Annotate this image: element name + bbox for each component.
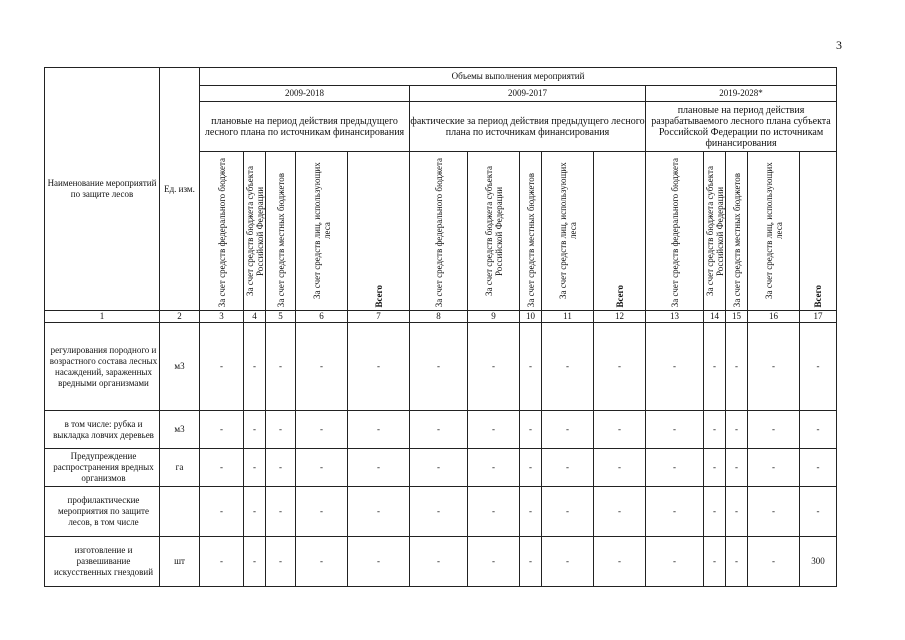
col-header-users: За счет средств лиц, использующих леса xyxy=(748,152,800,311)
column-number: 3 xyxy=(200,311,244,323)
value-cell: - xyxy=(800,487,837,537)
value-cell: - xyxy=(468,411,520,449)
value-cell: - xyxy=(266,323,296,411)
value-cell: - xyxy=(200,487,244,537)
value-cell: - xyxy=(520,487,542,537)
value-cell: - xyxy=(468,449,520,487)
value-cell: - xyxy=(266,449,296,487)
value-cell: - xyxy=(244,323,266,411)
value-cell: - xyxy=(726,411,748,449)
value-cell: - xyxy=(646,449,704,487)
value-cell: - xyxy=(348,449,410,487)
value-cell: - xyxy=(244,487,266,537)
column-number: 11 xyxy=(542,311,594,323)
table-row xyxy=(45,411,837,449)
value-cell: - xyxy=(748,323,800,411)
col-header-local: За счет средств местных бюджетов xyxy=(266,152,296,311)
activity-name: изготовление и развешивание искусственных гнездовий xyxy=(45,537,160,587)
column-number: 4 xyxy=(244,311,266,323)
group-1-subtitle: плановые на период действия предыдущего лесного плана по источникам финансирования xyxy=(200,102,410,152)
value-cell: - xyxy=(468,323,520,411)
value-cell: - xyxy=(244,537,266,587)
volumes-title: Объемы выполнения мероприятий xyxy=(200,68,837,86)
value-cell: - xyxy=(348,323,410,411)
value-cell: - xyxy=(296,323,348,411)
value-cell: - xyxy=(200,449,244,487)
value-cell: - xyxy=(542,449,594,487)
column-number: 9 xyxy=(468,311,520,323)
value-cell: - xyxy=(244,449,266,487)
value-cell: - xyxy=(594,537,646,587)
value-cell: - xyxy=(748,537,800,587)
value-cell: - xyxy=(348,487,410,537)
value-cell: - xyxy=(266,537,296,587)
col-header-total: Всего xyxy=(594,152,646,311)
col-header-federal: За счет средств федерального бюджета xyxy=(410,152,468,311)
unit-cell: шт xyxy=(160,537,200,587)
value-cell: 300 xyxy=(800,537,837,587)
column-number: 2 xyxy=(160,311,200,323)
value-cell: - xyxy=(348,537,410,587)
value-cell: - xyxy=(594,323,646,411)
activity-name: Предупреждение распространения вредных организмов xyxy=(45,449,160,487)
header-unit-column: Ед. изм. xyxy=(160,68,200,311)
value-cell: - xyxy=(266,487,296,537)
column-number: 10 xyxy=(520,311,542,323)
value-cell: - xyxy=(726,449,748,487)
value-cell: - xyxy=(726,537,748,587)
activity-name: профилактические мероприятия по защите лесов, в том числе xyxy=(45,487,160,537)
value-cell: - xyxy=(800,323,837,411)
value-cell: - xyxy=(646,323,704,411)
value-cell: - xyxy=(646,487,704,537)
col-header-total: Всего xyxy=(348,152,410,311)
page-number: 3 xyxy=(836,38,842,52)
value-cell: - xyxy=(748,449,800,487)
value-cell: - xyxy=(542,323,594,411)
value-cell: - xyxy=(410,411,468,449)
value-cell: - xyxy=(800,449,837,487)
column-number: 17 xyxy=(800,311,837,323)
value-cell: - xyxy=(296,487,348,537)
col-header-regional: За счет средств бюджета субъекта Российской Федерации xyxy=(468,152,520,311)
value-cell: - xyxy=(296,411,348,449)
value-cell: - xyxy=(704,537,726,587)
value-cell: - xyxy=(704,323,726,411)
value-cell: - xyxy=(748,411,800,449)
value-cell: - xyxy=(704,487,726,537)
activity-name: в том числе: рубка и выкладка ловчих деревьев xyxy=(45,411,160,449)
value-cell: - xyxy=(244,411,266,449)
value-cell: - xyxy=(726,487,748,537)
value-cell: - xyxy=(594,487,646,537)
value-cell: - xyxy=(704,449,726,487)
col-header-total: Всего xyxy=(800,152,837,311)
value-cell: - xyxy=(296,537,348,587)
value-cell: - xyxy=(646,411,704,449)
column-number: 1 xyxy=(45,311,160,323)
unit-cell xyxy=(160,487,200,537)
period-2019-2028: 2019-2028* xyxy=(646,86,837,102)
column-number: 7 xyxy=(348,311,410,323)
value-cell: - xyxy=(594,411,646,449)
value-cell: - xyxy=(704,411,726,449)
period-2009-2018: 2009-2018 xyxy=(200,86,410,102)
column-number: 15 xyxy=(726,311,748,323)
forest-protection-table xyxy=(44,67,837,587)
col-header-federal: За счет средств федерального бюджета xyxy=(200,152,244,311)
value-cell: - xyxy=(748,487,800,537)
column-number: 5 xyxy=(266,311,296,323)
value-cell: - xyxy=(410,537,468,587)
column-number: 13 xyxy=(646,311,704,323)
period-2009-2017: 2009-2017 xyxy=(410,86,646,102)
column-number-row xyxy=(45,311,837,323)
value-cell: - xyxy=(520,449,542,487)
value-cell: - xyxy=(200,537,244,587)
value-cell: - xyxy=(542,487,594,537)
col-header-federal: За счет средств федерального бюджета xyxy=(646,152,704,311)
value-cell: - xyxy=(520,537,542,587)
value-cell: - xyxy=(296,449,348,487)
value-cell: - xyxy=(520,323,542,411)
value-cell: - xyxy=(594,449,646,487)
col-header-regional: За счет средств бюджета субъекта Российской Федерации xyxy=(704,152,726,311)
col-header-users: За счет средств лиц, использующих леса xyxy=(296,152,348,311)
value-cell: - xyxy=(200,323,244,411)
table-row xyxy=(45,537,837,587)
table-body xyxy=(45,323,837,587)
value-cell: - xyxy=(468,537,520,587)
value-cell: - xyxy=(468,487,520,537)
value-cell: - xyxy=(410,487,468,537)
header-name-column: Наименование мероприятий по защите лесов xyxy=(45,68,160,311)
unit-cell: м3 xyxy=(160,323,200,411)
value-cell: - xyxy=(520,411,542,449)
value-cell: - xyxy=(348,411,410,449)
column-number: 12 xyxy=(594,311,646,323)
value-cell: - xyxy=(200,411,244,449)
unit-cell: м3 xyxy=(160,411,200,449)
value-cell: - xyxy=(266,411,296,449)
column-number: 6 xyxy=(296,311,348,323)
activity-name: регулирования породного и возрастного состава лесных насаждений, зараженных вредными организмами xyxy=(45,323,160,411)
col-header-local: За счет средств местных бюджетов xyxy=(726,152,748,311)
col-header-users: За счет средств лиц, использующих леса xyxy=(542,152,594,311)
group-3-subtitle: плановые на период действия разрабатываемого лесного плана субъекта Российской Федерации по источникам финансирования xyxy=(646,102,837,152)
table-row xyxy=(45,323,837,411)
value-cell: - xyxy=(410,323,468,411)
group-2-subtitle: фактические за период действия предыдущего лесного плана по источникам финансирования xyxy=(410,102,646,152)
table-row xyxy=(45,487,837,537)
value-cell: - xyxy=(800,411,837,449)
table-row xyxy=(45,449,837,487)
value-cell: - xyxy=(542,411,594,449)
unit-cell: га xyxy=(160,449,200,487)
value-cell: - xyxy=(726,323,748,411)
col-header-local: За счет средств местных бюджетов xyxy=(520,152,542,311)
column-number: 14 xyxy=(704,311,726,323)
value-cell: - xyxy=(542,537,594,587)
col-header-regional: За счет средств бюджета субъекта Российской Федерации xyxy=(244,152,266,311)
value-cell: - xyxy=(410,449,468,487)
column-number: 16 xyxy=(748,311,800,323)
column-number: 8 xyxy=(410,311,468,323)
value-cell: - xyxy=(646,537,704,587)
